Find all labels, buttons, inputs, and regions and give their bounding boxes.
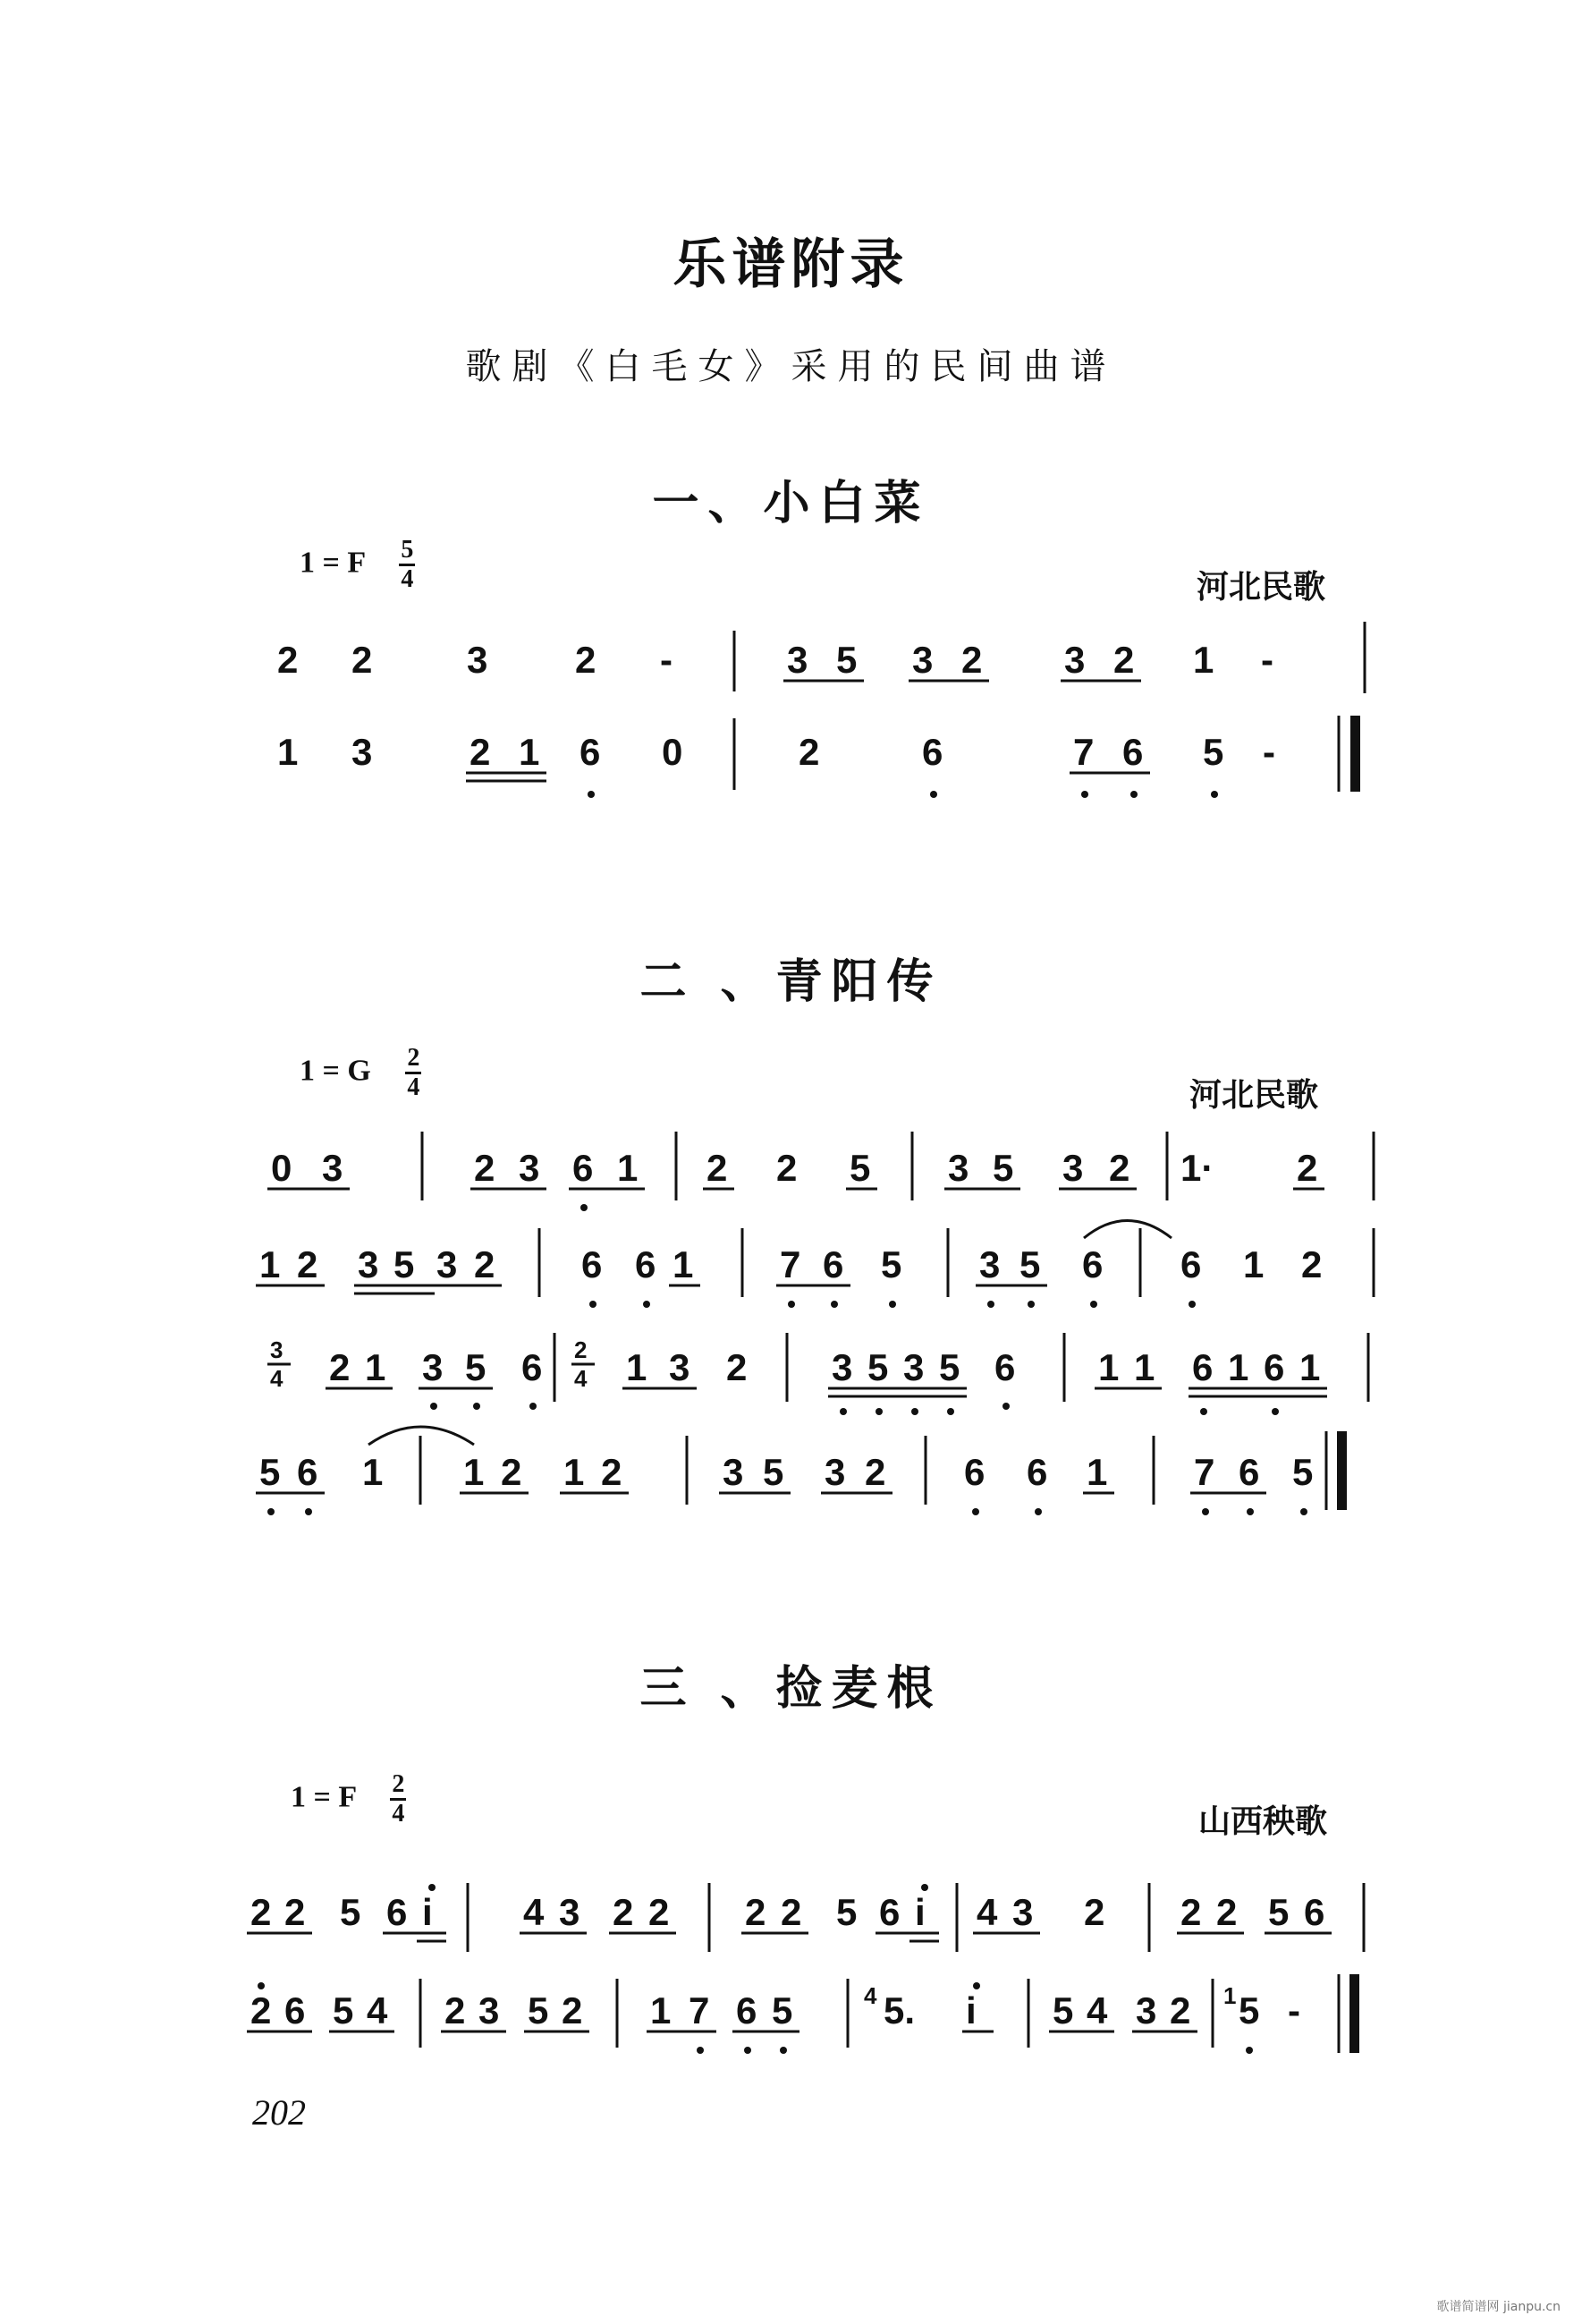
song-3-line-2 (247, 1974, 1359, 2054)
final-barline-thick (1349, 1974, 1359, 2053)
note: 2 (1170, 1989, 1191, 2031)
song-title-3: 三 、捡麦根 (639, 1661, 943, 1716)
note: 3 (358, 1243, 379, 1285)
note: 1 (673, 1243, 694, 1285)
song-2-line-4 (256, 1427, 1347, 1515)
note: 6 (521, 1346, 543, 1388)
octave-dot (643, 1301, 650, 1308)
song-3-meter-top: 2 (390, 1771, 406, 1801)
note: 6 (922, 731, 943, 773)
octave-dot (780, 2047, 787, 2054)
note: 1 (519, 731, 540, 773)
octave-dot (831, 1301, 838, 1308)
final-barline-thick (1350, 716, 1360, 792)
grace-note: 4 (864, 1982, 877, 2009)
octave-dot (1189, 1301, 1196, 1308)
octave-dot (1300, 1508, 1307, 1515)
song-2-origin: 河北民歌 (1189, 1077, 1319, 1114)
note: 6 (1082, 1243, 1104, 1285)
note: 3 (832, 1346, 853, 1388)
note: 4 (977, 1891, 998, 1933)
note: 1 (259, 1243, 281, 1285)
note: 0 (271, 1147, 292, 1189)
note: 6 (572, 1147, 594, 1189)
song-1-origin: 河北民歌 (1197, 569, 1326, 606)
octave-dot (889, 1301, 896, 1308)
octave-dot (987, 1301, 994, 1308)
watermark: 歌谱简谱网 jianpu.cn (1436, 2300, 1561, 2314)
note: 1 (626, 1346, 647, 1388)
note: 3 (559, 1891, 580, 1933)
note: 5 (393, 1243, 415, 1285)
note: 1 (277, 731, 299, 773)
note: 2 (706, 1147, 728, 1189)
note: 5 (1292, 1451, 1314, 1493)
note: 5 (993, 1147, 1014, 1189)
note: 1 (1228, 1346, 1249, 1388)
meter-bottom: 4 (574, 1365, 588, 1392)
octave-dot (930, 791, 937, 798)
note: 2 (781, 1891, 802, 1933)
note: - (1263, 731, 1275, 773)
note: 2 (562, 1989, 583, 2031)
octave-dot-high (258, 1982, 265, 1989)
final-barline-thick (1337, 1431, 1347, 1510)
octave-dot (1200, 1408, 1207, 1415)
note: 5 (836, 1891, 858, 1933)
song-title-1: 一、小白菜 (652, 476, 930, 530)
page-subtitle: 歌剧《白毛女》采用的民间曲谱 (465, 346, 1117, 387)
meter-top: 2 (574, 1336, 588, 1363)
note: 5 (763, 1451, 784, 1493)
note: 5 (939, 1346, 960, 1388)
note: 7 (1073, 731, 1095, 773)
octave-dot (972, 1508, 979, 1515)
note: 5 (333, 1989, 354, 2031)
note: 2 (1084, 1891, 1105, 1933)
meter-top: 3 (270, 1336, 283, 1363)
note: 3 (519, 1147, 540, 1189)
note: 6 (1180, 1243, 1202, 1285)
note: 3 (903, 1346, 925, 1388)
note: 6 (1239, 1451, 1260, 1493)
note: 4 (367, 1989, 388, 2031)
note: 6 (1304, 1891, 1325, 1933)
note: 7 (1194, 1451, 1215, 1493)
octave-dot (580, 1204, 588, 1211)
note: 7 (780, 1243, 801, 1285)
note: 1 (1087, 1451, 1108, 1493)
note: 1 (650, 1989, 672, 2031)
note: 2 (470, 731, 491, 773)
meter-bottom: 4 (270, 1365, 283, 1392)
note: 3 (948, 1147, 969, 1189)
note: 2 (1113, 639, 1135, 681)
song-1-meter-bottom: 4 (401, 565, 414, 593)
song-1-key-label: 1 = F (300, 546, 365, 580)
octave-dot (267, 1508, 275, 1515)
octave-dot (1035, 1508, 1042, 1515)
octave-dot (1246, 2047, 1253, 2054)
note: 6 (964, 1451, 986, 1493)
note: 2 (501, 1451, 522, 1493)
note: 3 (723, 1451, 744, 1493)
song-3-key-label: 1 = F (291, 1780, 356, 1814)
note: i (422, 1891, 433, 1933)
note: i (915, 1891, 926, 1933)
note: 2 (351, 639, 373, 681)
note: 5 (465, 1346, 486, 1388)
octave-dot (911, 1408, 918, 1415)
song-title-2: 二 、青阳传 (639, 954, 943, 1009)
grace-note: 1 (1223, 1982, 1237, 2009)
note: 2 (1109, 1147, 1130, 1189)
note: 3 (912, 639, 934, 681)
note: 2 (865, 1451, 886, 1493)
octave-dot (1202, 1508, 1209, 1515)
octave-dot (1247, 1508, 1254, 1515)
note: 6 (1264, 1346, 1285, 1388)
note: 2 (648, 1891, 670, 1933)
note: - (1288, 1989, 1300, 2031)
note: 2 (329, 1346, 351, 1388)
note: 1 (1299, 1346, 1321, 1388)
note: 6 (284, 1989, 306, 2031)
octave-dot (529, 1403, 537, 1410)
note: 4 (1087, 1989, 1108, 2031)
note: 5 (340, 1891, 361, 1933)
note: 2 (613, 1891, 634, 1933)
note: 2 (284, 1891, 306, 1933)
note: 2 (961, 639, 983, 681)
octave-dot (788, 1301, 795, 1308)
note: 2 (601, 1451, 622, 1493)
note: 1 (1193, 639, 1214, 681)
note: 2 (799, 731, 820, 773)
note: 2 (444, 1989, 466, 2031)
note: 1 (1243, 1243, 1265, 1285)
note: 2 (474, 1243, 495, 1285)
note: 6 (879, 1891, 901, 1933)
note: 5 (259, 1451, 281, 1493)
note: 3 (351, 731, 373, 773)
note: 3 (1012, 1891, 1034, 1933)
song-3-meter-bottom: 4 (392, 1800, 405, 1828)
octave-dot-high (428, 1884, 436, 1891)
note: 3 (1062, 1147, 1084, 1189)
note: 2 (776, 1147, 798, 1189)
note: 4 (523, 1891, 545, 1933)
note: - (660, 639, 673, 681)
octave-dot (1130, 791, 1138, 798)
note: 5 (850, 1147, 871, 1189)
note: 6 (581, 1243, 603, 1285)
octave-dot (947, 1408, 954, 1415)
note: 1 (463, 1451, 485, 1493)
note: 2 (297, 1243, 318, 1285)
note: 3 (825, 1451, 846, 1493)
note: 2 (1180, 1891, 1202, 1933)
note: 3 (467, 639, 488, 681)
note: 1 (1134, 1346, 1155, 1388)
octave-dot (744, 2047, 751, 2054)
note: 6 (994, 1346, 1016, 1388)
octave-dot-high (973, 1982, 980, 1989)
note: 2 (1301, 1243, 1323, 1285)
note: 3 (787, 639, 808, 681)
song-2-line-2 (256, 1221, 1374, 1309)
note: 6 (386, 1891, 408, 1933)
octave-dot (1081, 791, 1088, 798)
note: 5 (1239, 1989, 1260, 2031)
note: 7 (689, 1989, 710, 2031)
note: 1 (365, 1346, 386, 1388)
note: 6 (1192, 1346, 1214, 1388)
note: 5 (1053, 1989, 1074, 2031)
note: 1 (617, 1147, 639, 1189)
song-1-line-2 (277, 716, 1360, 798)
page-title: 乐谱附录 (673, 233, 909, 296)
note: 2 (277, 639, 299, 681)
note: 3 (1136, 1989, 1157, 2031)
note: 1 (1098, 1346, 1120, 1388)
octave-dot (430, 1403, 437, 1410)
note: 6 (297, 1451, 318, 1493)
note: 6 (580, 731, 601, 773)
note: 3 (422, 1346, 444, 1388)
song-1-meter-top: 5 (399, 537, 415, 566)
octave-dot (1028, 1301, 1035, 1308)
note: 5 (836, 639, 858, 681)
note: 6 (1027, 1451, 1048, 1493)
octave-dot (305, 1508, 312, 1515)
note: 2 (1216, 1891, 1238, 1933)
note: 3 (979, 1243, 1001, 1285)
note: 5 (867, 1346, 889, 1388)
octave-dot (473, 1403, 480, 1410)
octave-dot (876, 1408, 883, 1415)
octave-dot (588, 791, 595, 798)
note: 5 (1203, 731, 1224, 773)
octave-dot (1090, 1301, 1097, 1308)
note: 1· (1180, 1147, 1214, 1189)
note: - (1261, 639, 1273, 681)
octave-dot (697, 2047, 704, 2054)
song-1-line-1 (277, 622, 1365, 693)
note: 5 (881, 1243, 902, 1285)
octave-dot (1002, 1403, 1010, 1410)
octave-dot-high (921, 1884, 928, 1891)
song-2-key-label: 1 = G (300, 1054, 371, 1088)
note: 3 (436, 1243, 458, 1285)
song-3-origin: 山西秧歌 (1198, 1803, 1328, 1840)
note: 6 (1122, 731, 1144, 773)
note: 2 (1297, 1147, 1318, 1189)
note: 1 (362, 1451, 384, 1493)
note: 6 (823, 1243, 844, 1285)
note: 5 (1019, 1243, 1041, 1285)
note: 1 (563, 1451, 585, 1493)
octave-dot (1211, 791, 1218, 798)
note: 6 (736, 1989, 757, 2031)
octave-dot (840, 1408, 847, 1415)
song-2-meter-top: 2 (405, 1045, 421, 1074)
note: 0 (662, 731, 683, 773)
note: 2 (745, 1891, 766, 1933)
note: 2 (726, 1346, 748, 1388)
note: 6 (635, 1243, 656, 1285)
note: 5 (772, 1989, 793, 2031)
note: 2 (250, 1891, 272, 1933)
page-number: 202 (252, 2092, 306, 2133)
note: 5 (1268, 1891, 1290, 1933)
octave-dot (589, 1301, 596, 1308)
note: 2 (575, 639, 596, 681)
note: 3 (1064, 639, 1086, 681)
note: 3 (478, 1989, 500, 2031)
note: 2 (250, 1989, 272, 2031)
song-2-line-1 (267, 1132, 1374, 1211)
note: 3 (322, 1147, 343, 1189)
tie (1084, 1221, 1172, 1239)
song-2-meter-bottom: 4 (407, 1073, 420, 1101)
note: i (966, 1989, 977, 2031)
note: 3 (669, 1346, 690, 1388)
song-3-line-1 (247, 1883, 1364, 1952)
octave-dot (1272, 1408, 1279, 1415)
note: 5. (884, 1989, 916, 2031)
note: 2 (474, 1147, 495, 1189)
song-2-line-3 (267, 1333, 1368, 1415)
note: 5 (528, 1989, 549, 2031)
